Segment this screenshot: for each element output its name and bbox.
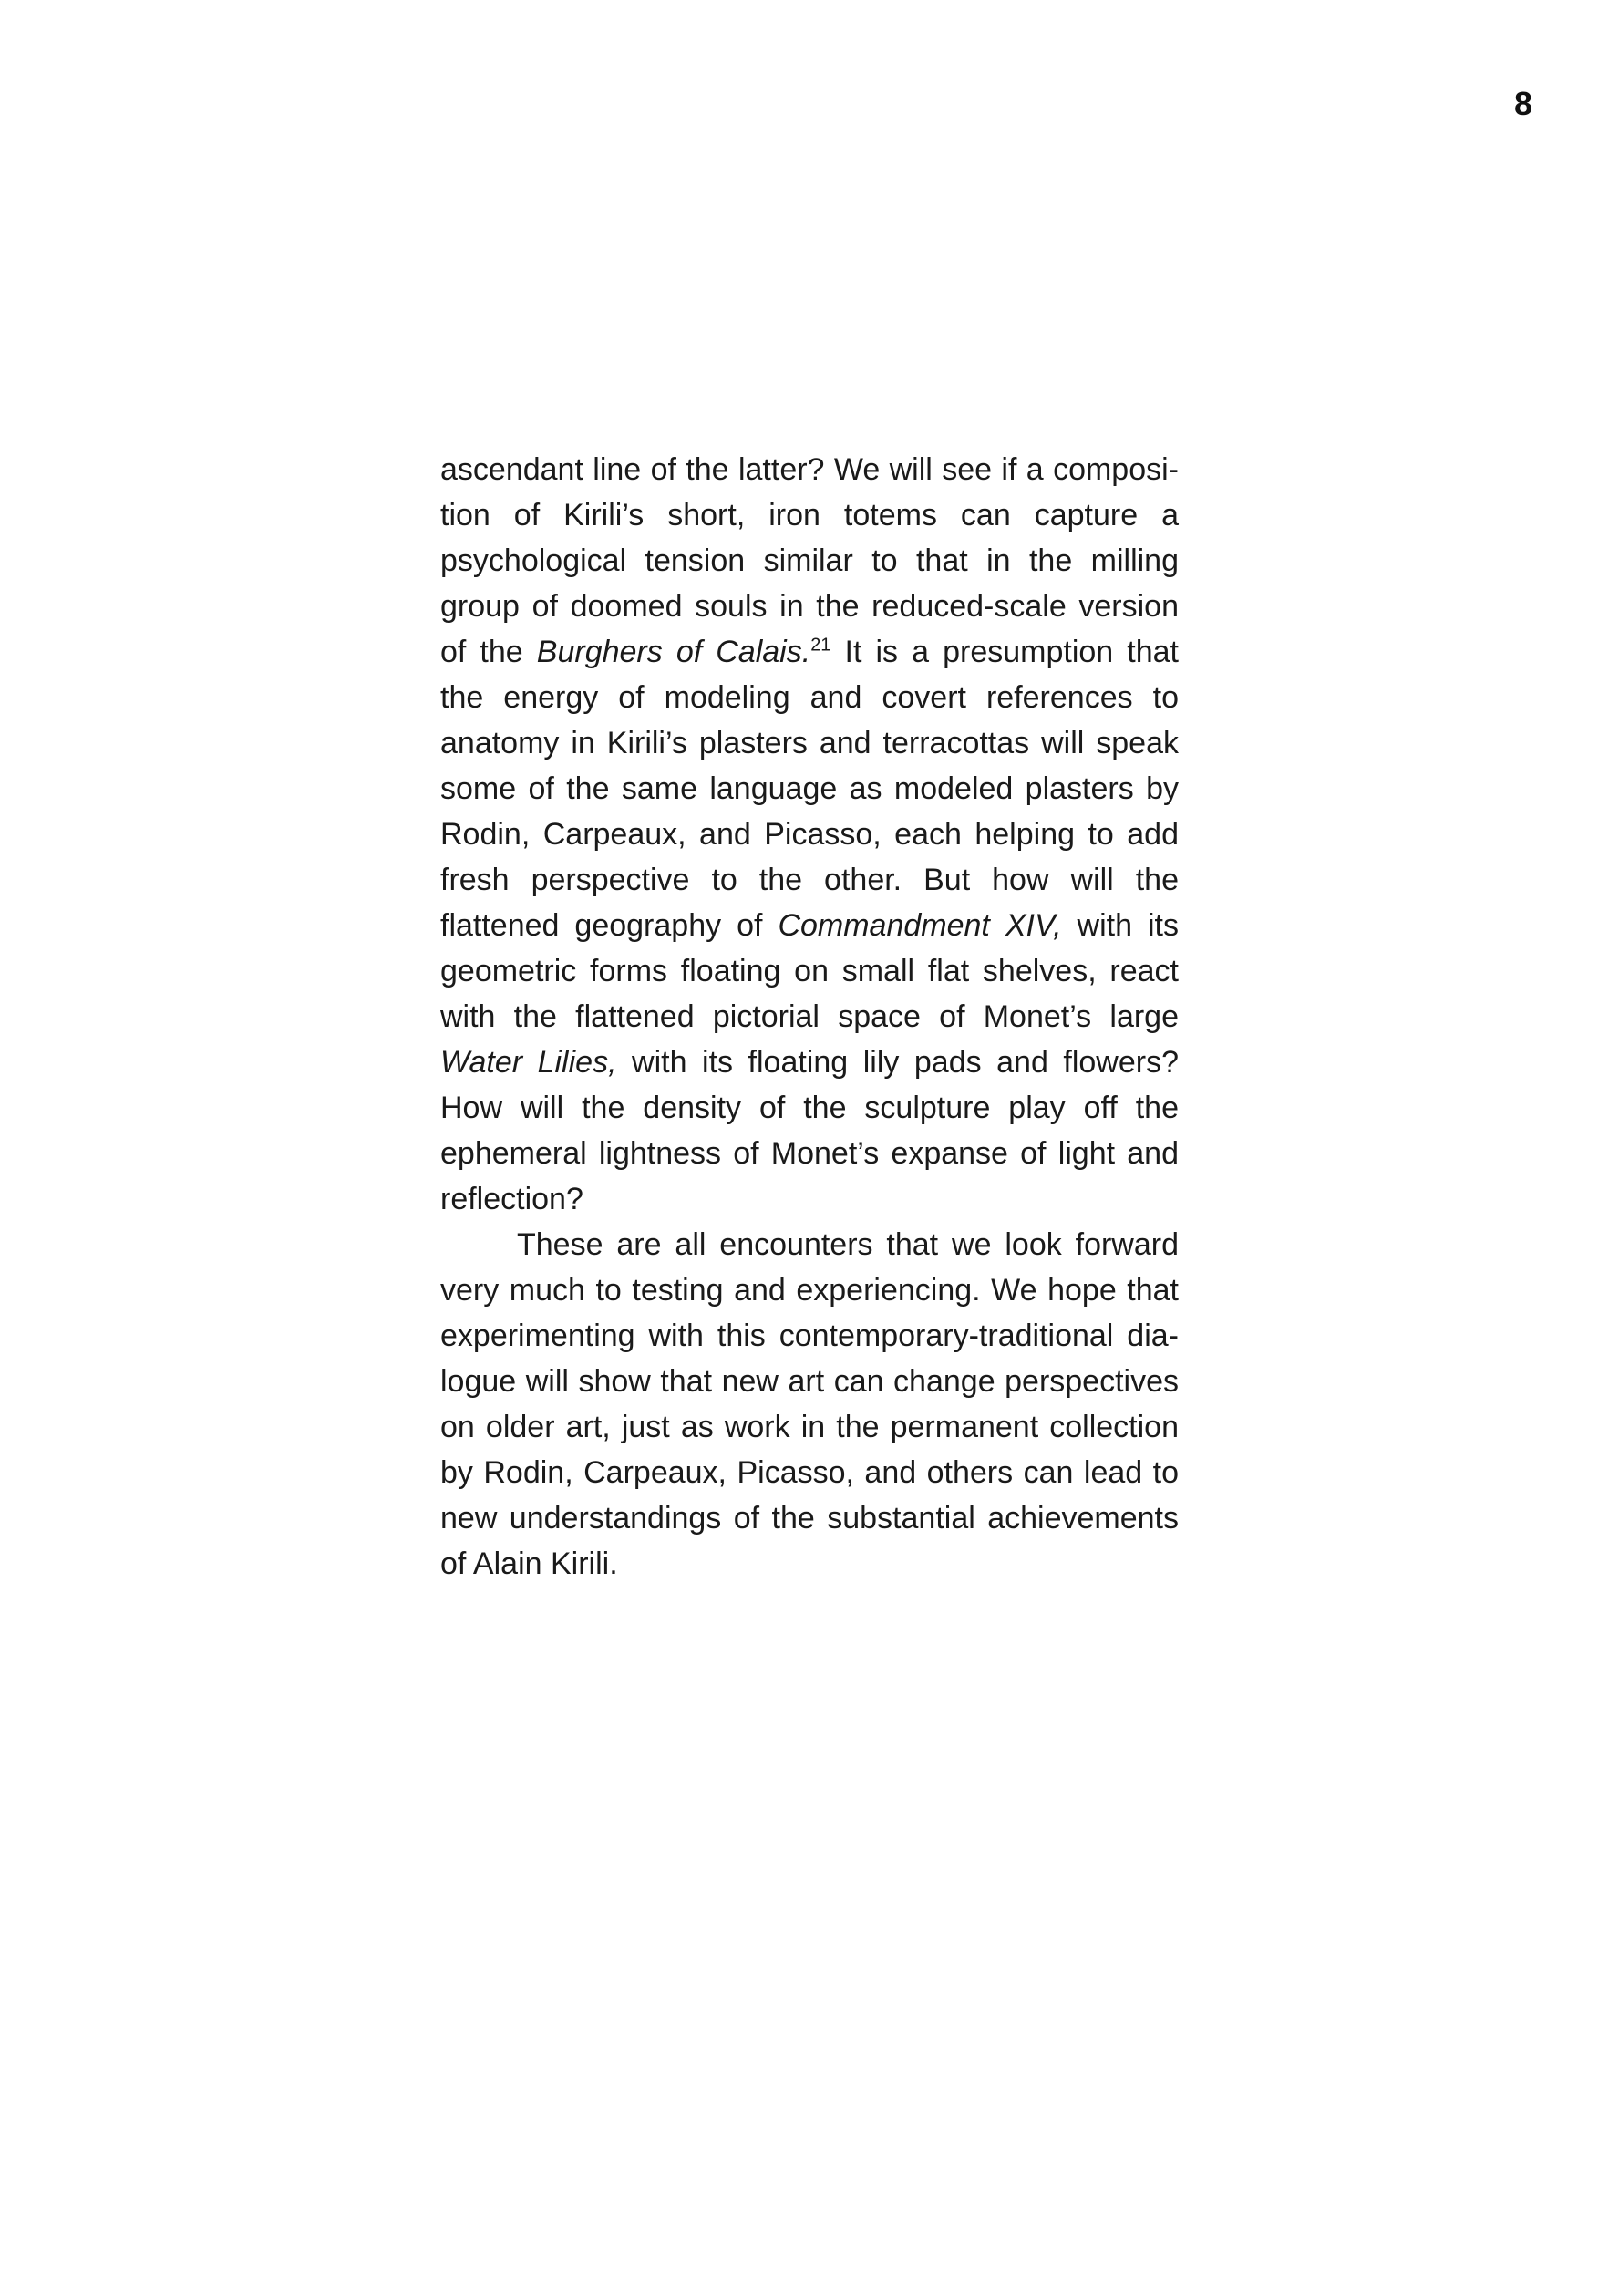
paragraph-1-text-c: with its geometric forms floating on small flat shelves, react with the flattened pictorial space of Monet’s large <box>440 908 1180 1034</box>
paragraph-1-text-b: It is a presumption that the energy of modeling and covert references to anatomy in Kirili’s plasters and terracottas will speak some of the same language as modeled plasters by Rodin, Carpeaux, and Picasso, each helping to add fresh perspective to the other. But how will the flattened geography of <box>440 635 1179 943</box>
paragraph-1-text-d: with its floating lily pads and flowers? How will the density of the sculpture play off the ephemeral lightness of Monet’s expanse of light and reflection? <box>440 1045 1179 1216</box>
paragraph-1 <box>440 447 1179 1222</box>
title-commandment-xiv: Commandment XIV, <box>778 908 1062 943</box>
title-burghers-of-calais: Burghers of Calais. <box>536 635 811 669</box>
paragraph-2: These are all encounters that we look forward very much to testing and experiencing. We hope that experimenting with this contemporary-traditional dialogue will show that new art can change perspectives on older art, just as work in the permanent collection by Rodin, Carpeaux, Picasso, and others can lead to new understandings of the substantial achievements of Alain Kirili. <box>440 1227 1179 1581</box>
body-text <box>440 447 1179 1587</box>
title-water-lilies: Water Lilies, <box>440 1045 617 1080</box>
page-number: 8 <box>1513 85 1532 122</box>
paragraph-1-text-a: ascendant line of the latter? We will see if a composition of Kirili’s short, iron totems can capture a psychological tension similar to that in the milling group of doomed souls in the reduced-scale version of the <box>440 452 1179 669</box>
footnote-reference: 21 <box>810 635 831 656</box>
